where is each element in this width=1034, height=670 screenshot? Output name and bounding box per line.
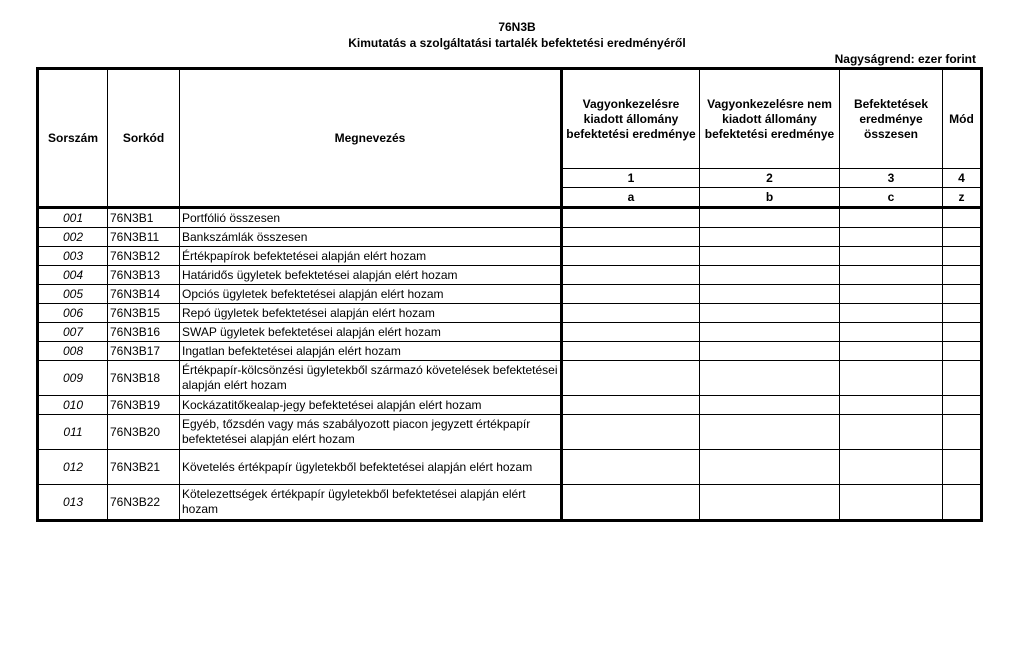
row-name: Követelés értékpapír ügyletekből befektetései alapján elért hozam: [180, 450, 562, 485]
row-code: 76N3B12: [108, 247, 180, 266]
table-row: [38, 450, 982, 485]
unit-note: Nagyságrend: ezer forint: [834, 52, 976, 66]
cell-b[interactable]: [700, 396, 840, 415]
cell-c[interactable]: [840, 485, 943, 521]
row-name: Opciós ügyletek befektetései alapján elért hozam: [180, 285, 562, 304]
row-number: 011: [38, 415, 108, 450]
cell-c[interactable]: [840, 342, 943, 361]
cell-b[interactable]: [700, 415, 840, 450]
cell-a[interactable]: [562, 485, 700, 521]
col-letter-z: z: [943, 188, 982, 208]
row-code: 76N3B17: [108, 342, 180, 361]
cell-b[interactable]: [700, 285, 840, 304]
report-code: 76N3B: [498, 20, 536, 34]
cell-z[interactable]: [943, 247, 982, 266]
row-name: Értékpapír-kölcsönzési ügyletekből származó követelések befektetései alapján elért hozam: [180, 361, 562, 396]
col-number-4: 4: [943, 169, 982, 188]
row-number: 004: [38, 266, 108, 285]
row-number: 010: [38, 396, 108, 415]
row-number: 003: [38, 247, 108, 266]
table-row: [38, 415, 982, 450]
cell-a[interactable]: [562, 285, 700, 304]
row-code: 76N3B13: [108, 266, 180, 285]
cell-a[interactable]: [562, 396, 700, 415]
header-col1: Vagyonkezelésre kiadott állomány befektetési eredménye: [562, 69, 700, 169]
cell-c[interactable]: [840, 415, 943, 450]
row-code: 76N3B15: [108, 304, 180, 323]
cell-z[interactable]: [943, 450, 982, 485]
row-number: 005: [38, 285, 108, 304]
row-number: 001: [38, 208, 108, 228]
row-name: Repó ügyletek befektetései alapján elért hozam: [180, 304, 562, 323]
row-code: 76N3B21: [108, 450, 180, 485]
row-code: 76N3B16: [108, 323, 180, 342]
cell-a[interactable]: [562, 228, 700, 247]
cell-b[interactable]: [700, 247, 840, 266]
cell-a[interactable]: [562, 323, 700, 342]
report-table: [36, 67, 983, 522]
cell-c[interactable]: [840, 266, 943, 285]
row-number: 006: [38, 304, 108, 323]
row-name: Bankszámlák összesen: [180, 228, 562, 247]
col-number-2: 2: [700, 169, 840, 188]
table-row: [38, 228, 982, 247]
cell-z[interactable]: [943, 228, 982, 247]
cell-b[interactable]: [700, 361, 840, 396]
cell-b[interactable]: [700, 485, 840, 521]
header-col2: Vagyonkezelésre nem kiadott állomány befektetési eredménye: [700, 69, 840, 169]
row-number: 013: [38, 485, 108, 521]
cell-c[interactable]: [840, 247, 943, 266]
cell-c[interactable]: [840, 208, 943, 228]
table-row: [38, 285, 982, 304]
cell-c[interactable]: [840, 361, 943, 396]
cell-a[interactable]: [562, 450, 700, 485]
cell-z[interactable]: [943, 285, 982, 304]
row-code: 76N3B18: [108, 361, 180, 396]
cell-a[interactable]: [562, 208, 700, 228]
cell-c[interactable]: [840, 450, 943, 485]
header-megnevezes: Megnevezés: [180, 69, 562, 208]
table-row: [38, 396, 982, 415]
cell-b[interactable]: [700, 228, 840, 247]
table-row: [38, 266, 982, 285]
header-sorkod: Sorkód: [108, 69, 180, 208]
cell-z[interactable]: [943, 396, 982, 415]
cell-z[interactable]: [943, 342, 982, 361]
row-name: Kockázatitőkealap-jegy befektetései alapján elért hozam: [180, 396, 562, 415]
col-number-3: 3: [840, 169, 943, 188]
cell-a[interactable]: [562, 304, 700, 323]
table-row: [38, 323, 982, 342]
report-title: Kimutatás a szolgáltatási tartalék befektetési eredményéről: [348, 36, 686, 50]
cell-c[interactable]: [840, 285, 943, 304]
cell-z[interactable]: [943, 304, 982, 323]
row-name: Értékpapírok befektetései alapján elért hozam: [180, 247, 562, 266]
cell-c[interactable]: [840, 228, 943, 247]
table-row: [38, 304, 982, 323]
cell-b[interactable]: [700, 304, 840, 323]
cell-b[interactable]: [700, 323, 840, 342]
header-col3: Befektetések eredménye összesen: [840, 69, 943, 169]
header-col4: Mód: [943, 69, 982, 169]
row-name: Portfólió összesen: [180, 208, 562, 228]
row-name: Ingatlan befektetései alapján elért hozam: [180, 342, 562, 361]
cell-b[interactable]: [700, 342, 840, 361]
cell-b[interactable]: [700, 266, 840, 285]
table-row: [38, 208, 982, 228]
row-code: 76N3B19: [108, 396, 180, 415]
row-name: Kötelezettségek értékpapír ügyletekből befektetései alapján elért hozam: [180, 485, 562, 521]
table-row: [38, 342, 982, 361]
col-letter-a: a: [562, 188, 700, 208]
cell-z[interactable]: [943, 415, 982, 450]
cell-a[interactable]: [562, 342, 700, 361]
cell-a[interactable]: [562, 415, 700, 450]
row-number: 009: [38, 361, 108, 396]
row-code: 76N3B1: [108, 208, 180, 228]
table-row: [38, 247, 982, 266]
cell-z[interactable]: [943, 208, 982, 228]
cell-z[interactable]: [943, 323, 982, 342]
table-row: [38, 361, 982, 396]
table-row: [38, 485, 982, 521]
row-name: Egyéb, tőzsdén vagy más szabályozott piacon jegyzett értékpapír befektetései alapján elért hozam: [180, 415, 562, 450]
row-name: Határidős ügyletek befektetései alapján elért hozam: [180, 266, 562, 285]
cell-z[interactable]: [943, 485, 982, 521]
cell-b[interactable]: [700, 208, 840, 228]
cell-z[interactable]: [943, 266, 982, 285]
row-code: 76N3B20: [108, 415, 180, 450]
row-name: SWAP ügyletek befektetései alapján elért hozam: [180, 323, 562, 342]
cell-b[interactable]: [700, 450, 840, 485]
cell-a[interactable]: [562, 247, 700, 266]
cell-a[interactable]: [562, 266, 700, 285]
col-letter-c: c: [840, 188, 943, 208]
row-number: 002: [38, 228, 108, 247]
row-code: 76N3B22: [108, 485, 180, 521]
cell-c[interactable]: [840, 304, 943, 323]
cell-c[interactable]: [840, 396, 943, 415]
col-letter-b: b: [700, 188, 840, 208]
cell-a[interactable]: [562, 361, 700, 396]
col-number-1: 1: [562, 169, 700, 188]
row-number: 012: [38, 450, 108, 485]
header-sorszam: Sorszám: [38, 69, 108, 208]
cell-c[interactable]: [840, 323, 943, 342]
cell-z[interactable]: [943, 361, 982, 396]
row-code: 76N3B14: [108, 285, 180, 304]
row-code: 76N3B11: [108, 228, 180, 247]
row-number: 008: [38, 342, 108, 361]
row-number: 007: [38, 323, 108, 342]
